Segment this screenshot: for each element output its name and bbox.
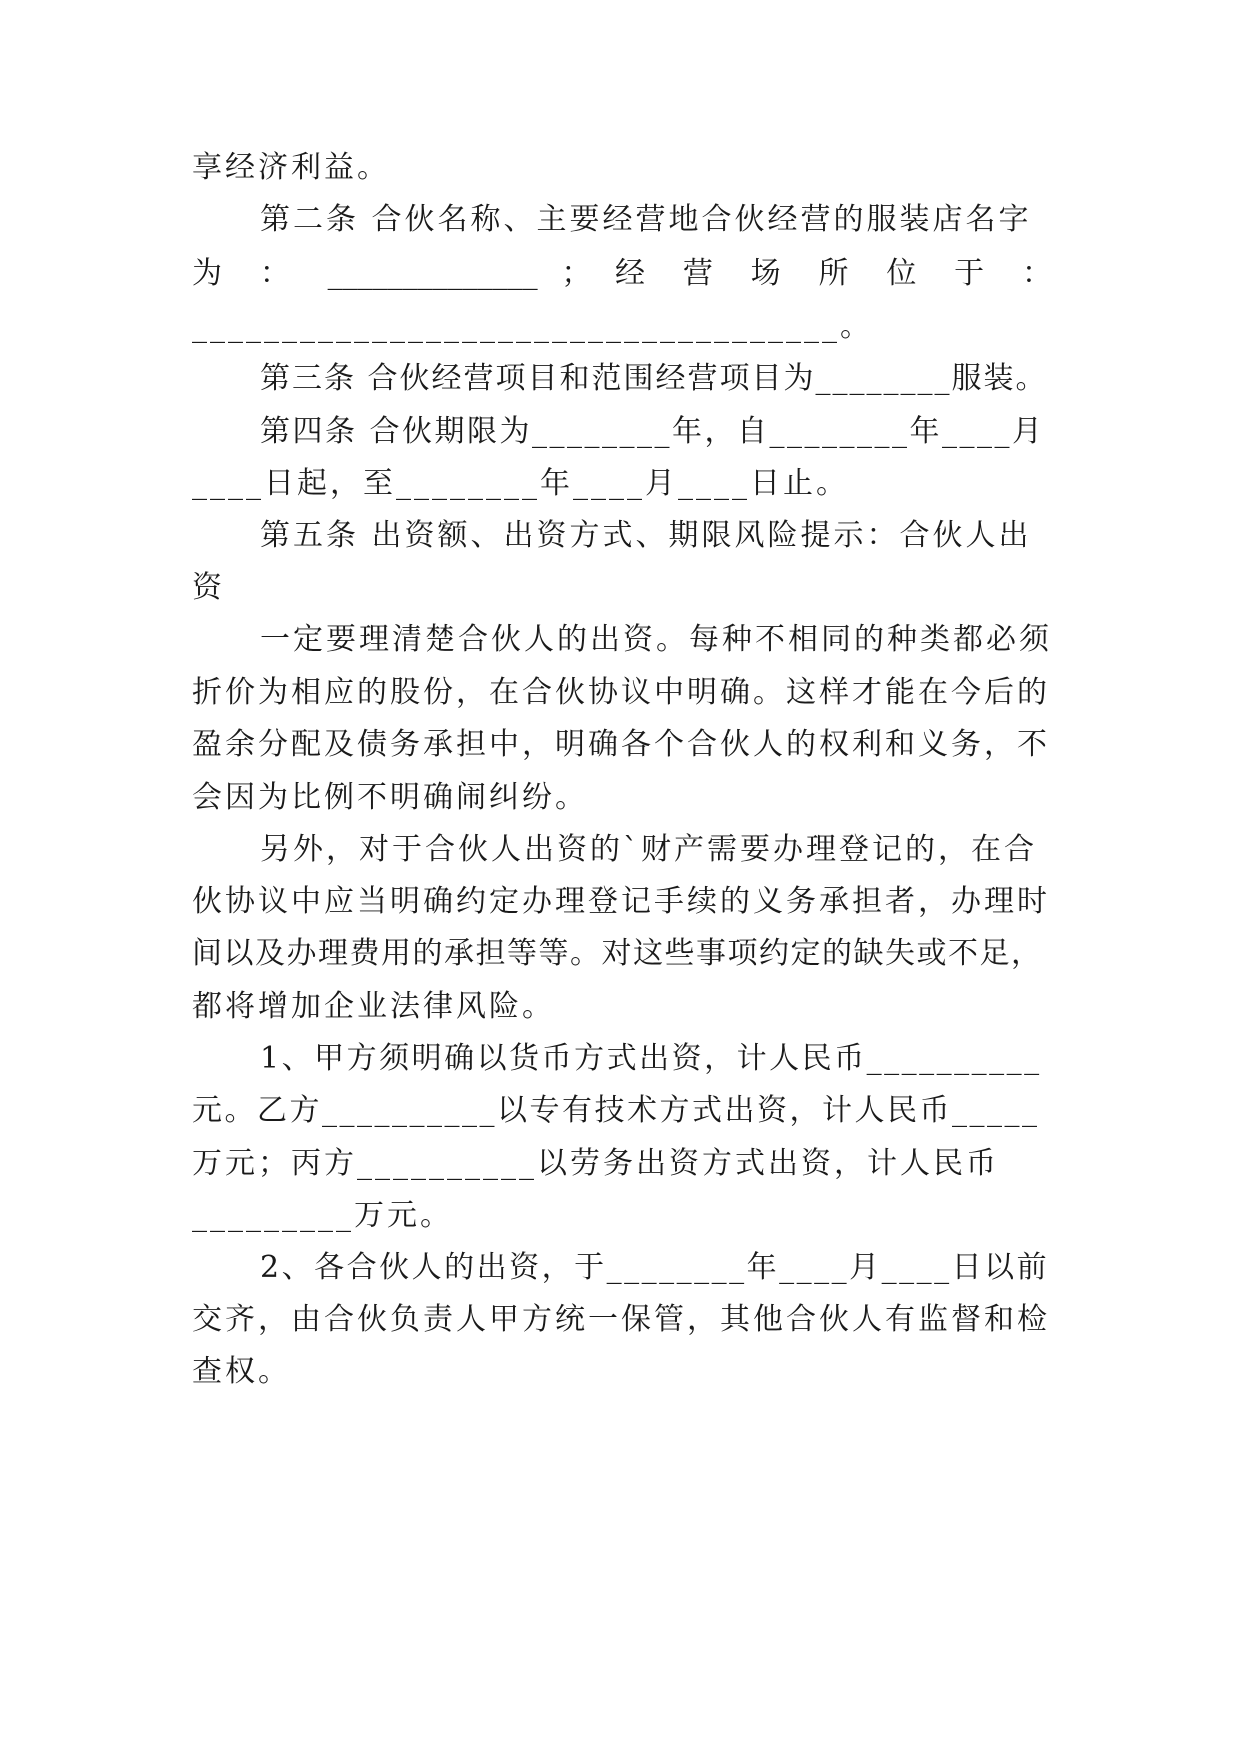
text-line: 盈余分配及债务承担中，明确各个合伙人的权利和义务，不 [192, 727, 1050, 762]
text-line: 第三条 合伙经营项目和范围经营项目为________服装。 [260, 361, 1048, 396]
text-line: 交齐，由合伙负责人甲方统一保管，其他合伙人有监督和检 [192, 1302, 1050, 1337]
text-line: _________万元。 [192, 1198, 453, 1233]
text-line: 一定要理清楚合伙人的出资。每种不相同的种类都必须 [260, 622, 1052, 657]
text-line: 折价为相应的股份，在合伙协议中明确。这样才能在今后的 [192, 675, 1050, 710]
text-line: 伙协议中应当明确约定办理登记手续的义务承担者，办理时 [192, 884, 1050, 919]
text-line: 2、各合伙人的出资，于________年____月____日以前 [260, 1250, 1050, 1285]
text-line: 会因为比例不明确闹纠纷。 [192, 780, 588, 815]
text-line: 1、甲方须明确以货币方式出资，计人民币__________ [260, 1041, 1042, 1076]
text-line: 另外，对于合伙人出资的`财产需要办理登记的，在合 [260, 832, 1037, 867]
text-line: 查权。 [192, 1354, 291, 1389]
text-line: 资 [192, 570, 225, 605]
text-line: 第二条 合伙名称、主要经营地合伙经营的服装店名字 [260, 202, 1032, 237]
text-line: 为 ： ______________ ； 经 营 场 所 位 于 ： [192, 256, 1052, 291]
text-line: 万元；丙方__________以劳务出资方式出资，计人民币 [192, 1146, 999, 1181]
text-line: 间以及办理费用的承担等等。对这些事项约定的缺失或不足， [192, 936, 1043, 971]
text-line: ____________________________________。 [192, 309, 873, 344]
text-line: 元。乙方__________以专有技术方式出资，计人民币_____ [192, 1093, 1040, 1128]
text-line: 都将增加企业法律风险。 [192, 989, 555, 1024]
text-line: 享经济利益。 [192, 150, 390, 185]
text-line: ____日起，至________年____月____日止。 [192, 466, 849, 501]
text-line: 第五条 出资额、出资方式、期限风险提示：合伙人出 [260, 518, 1032, 553]
text-line: 第四条 合伙期限为________年，自________年____月 [260, 414, 1045, 449]
